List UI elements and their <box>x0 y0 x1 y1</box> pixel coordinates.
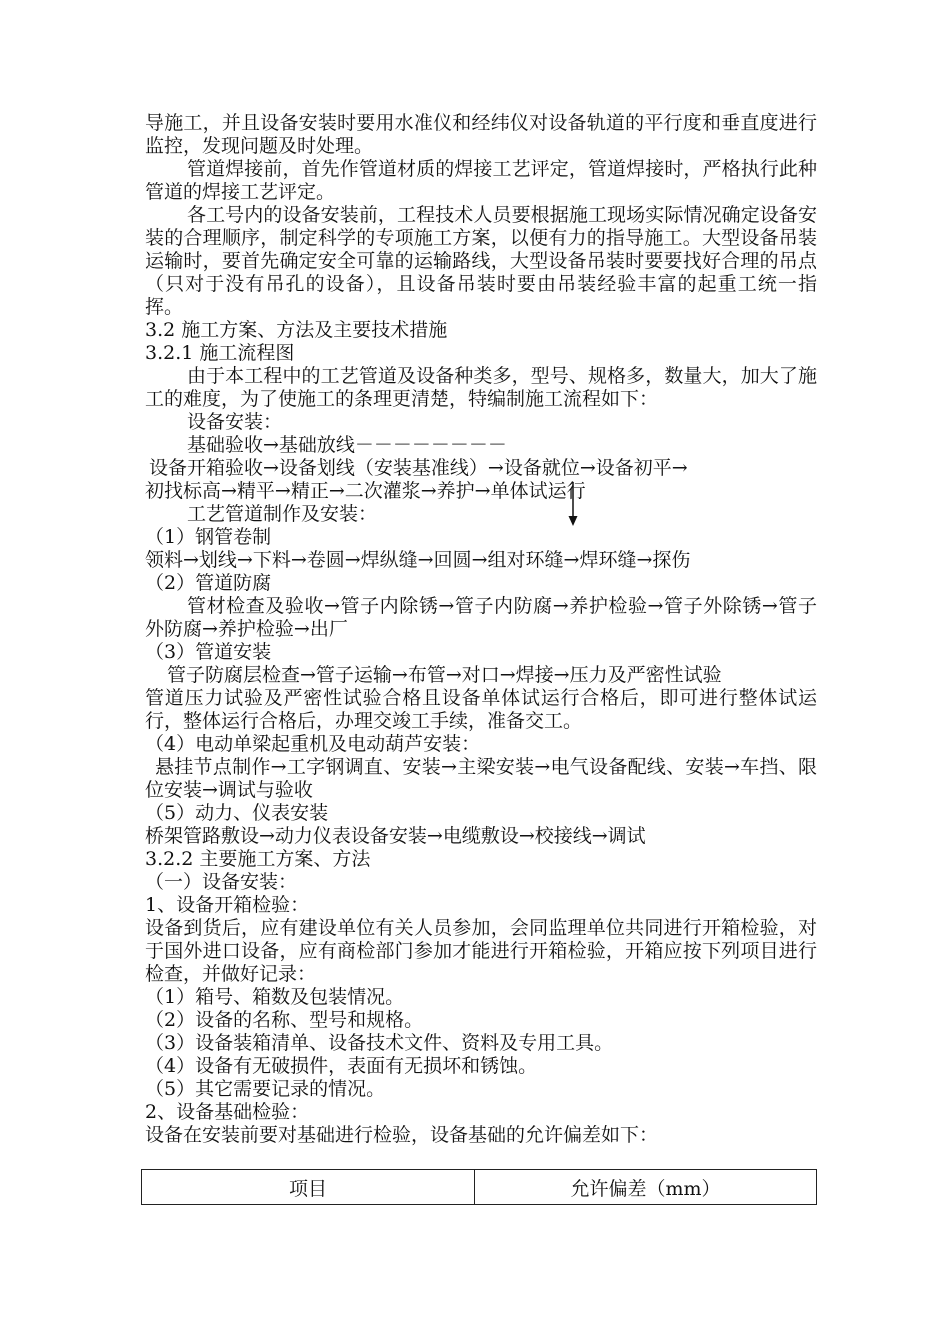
equipment-flow-line-1: 基础验收→基础放线－－－－－－－－ <box>187 434 507 456</box>
table-header-item: 项目 <box>142 1170 475 1205</box>
check-item-2: （2）设备的名称、型号和规格。 <box>145 1009 424 1031</box>
equipment-install-title: 设备安装： <box>187 411 283 433</box>
steel-pipe-flow: 领料→划线→下料→卷圆→焊纵缝→回圆→组对环缝→焊环缝→探伤 <box>145 549 691 571</box>
check-item-3: （3）设备装箱清单、设备技术文件、资料及专用工具。 <box>145 1032 614 1054</box>
subsection-crane-installation: （4）电动单梁起重机及电动葫芦安装： <box>145 733 481 755</box>
subsection-pipe-installation: （3）管道安装 <box>145 641 272 663</box>
paragraph-unpacking-inspection: 设备到货后，应有建设单位有关人员参加，会同监理单位共同进行开箱检验，对于国外进口设备，应有商检部门参加才能进行开箱检验，开箱应按下列项目进行检查，并做好记录： <box>145 917 817 985</box>
check-item-4: （4）设备有无破损件，表面有无损坏和锈蚀。 <box>145 1055 538 1077</box>
table-header-row <box>142 1170 817 1205</box>
check-item-1: （1）箱号、箱数及包装情况。 <box>145 986 405 1008</box>
item-foundation-inspection: 2、设备基础检验： <box>145 1101 310 1123</box>
crane-installation-flow: 悬挂节点制作→工字钢调直、安装→主梁安装→电气设备配线、安装→车挡、限位安装→调试与验收 <box>145 756 817 801</box>
paragraph-pipe-welding: 管道焊接前，首先作管道材质的焊接工艺评定，管道焊接时，严格执行此种管道的焊接工艺评定。 <box>145 158 817 203</box>
subsection-pipe-anticorrosion: （2）管道防腐 <box>145 572 272 594</box>
document-body <box>145 112 817 1147</box>
section-equipment-install: （一）设备安装： <box>145 871 298 893</box>
paragraph-flow-intro: 由于本工程中的工艺管道及设备种类多，型号、规格多，数量大，加大了施工的难度，为了使施工的条理更清楚，特编制施工流程如下： <box>145 365 817 410</box>
paragraph-foundation-inspection: 设备在安装前要对基础进行检验，设备基础的允许偏差如下： <box>145 1124 659 1146</box>
check-item-5: （5）其它需要记录的情况。 <box>145 1078 386 1100</box>
paragraph-installation-sequence: 各工号内的设备安装前，工程技术人员要根据施工现场实际情况确定设备安装的合理顺序，制定科学的专项施工方案，以便有力的指导施工。大型设备吊装运输时，要首先确定安全可靠的运输路线，大型设备吊装时要要找好合理的吊点（只对于没有吊孔的设备），且设备吊装时要由吊装经验丰富的起重工统一指挥。 <box>145 204 817 318</box>
subsection-power-instrument: （5）动力、仪表安装 <box>145 802 329 824</box>
pipe-installation-flow: 管子防腐层检查→管子运输→布管→对口→焊接→压力及严密性试验 <box>167 664 722 686</box>
heading-3-2-2: 3.2.2 主要施工方案、方法 <box>145 848 371 870</box>
subsection-steel-pipe-rolling: （1）钢管卷制 <box>145 526 272 548</box>
equipment-flow-line-3: 初找标高→精平→精正→二次灌浆→养护→单体试运行 <box>145 480 586 502</box>
flow-down-arrow-icon <box>568 482 578 526</box>
paragraph-pressure-test: 管道压力试验及严密性试验合格且设备单体试运行合格后，即可进行整体试运行，整体运行合格后，办理交竣工手续，准备交工。 <box>145 687 817 732</box>
pipe-fabrication-title: 工艺管道制作及安装： <box>187 503 378 525</box>
item-unpacking-inspection: 1、设备开箱检验： <box>145 894 310 916</box>
power-instrument-flow: 桥架管路敷设→动力仪表设备安装→电缆敷设→校接线→调试 <box>145 825 646 847</box>
anticorrosion-flow: 管材检查及验收→管子内除锈→管子内防腐→养护检验→管子外除锈→管子外防腐→养护检验→出厂 <box>145 595 817 640</box>
foundation-tolerance-table <box>141 1169 817 1205</box>
heading-3-2: 3.2 施工方案、方法及主要技术措施 <box>145 319 448 341</box>
equipment-flow-line-2: 设备开箱验收→设备划线（安装基准线）→设备就位→设备初平→ <box>149 457 688 479</box>
heading-3-2-1: 3.2.1 施工流程图 <box>145 342 295 364</box>
paragraph-equipment-monitoring: 导施工，并且设备安装时要用水准仪和经纬仪对设备轨道的平行度和垂直度进行监控，发现问题及时处理。 <box>145 112 817 157</box>
table-header-tolerance: 允许偏差（mm） <box>475 1170 817 1205</box>
